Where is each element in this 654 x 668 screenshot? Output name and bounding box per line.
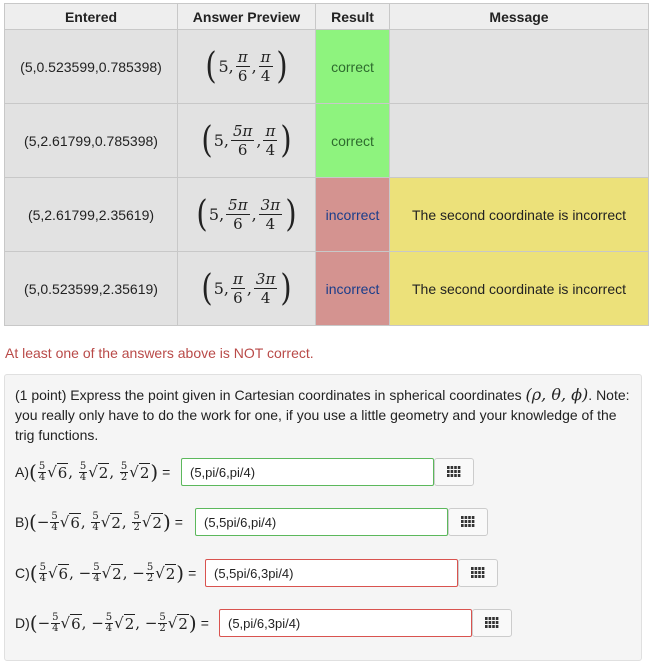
answer-part-a (15, 458, 474, 486)
equals-sign: = (162, 464, 171, 480)
header-answer-preview: Answer Preview (178, 4, 316, 30)
answer-input[interactable] (181, 458, 434, 486)
answer-preview-cell (178, 104, 316, 178)
answer-input[interactable] (205, 559, 458, 587)
answer-preview-math: ( 5, $\frac{\pi}{6}$ , $\frac{\pi}{4}$ ) (205, 45, 288, 87)
answer-preview-cell (178, 178, 316, 252)
header-entered: Entered (5, 4, 178, 30)
frac-numerator: 3π (260, 196, 281, 214)
equals-sign: = (188, 565, 197, 581)
header-message: Message (390, 4, 649, 30)
part-label: A) (15, 464, 29, 480)
frac-numerator: π (260, 48, 271, 66)
sign: − (132, 564, 145, 582)
part-label: C) (15, 565, 30, 581)
message-cell (390, 104, 649, 178)
small-fraction: $\frac{5}{2}$ (133, 510, 140, 533)
answer-preview-math: ( 5, $\frac{\pi}{6}$ , $\frac{3\pi}{4}$ ) (201, 267, 292, 309)
sign: − (78, 564, 92, 582)
frac-numerator: 3π (255, 270, 276, 288)
frac-denominator: 6 (233, 289, 243, 307)
frac-numerator: π (265, 122, 276, 140)
table-row (5, 252, 649, 326)
frac-numerator: 5π (232, 122, 253, 140)
small-fraction: $\frac{5}{2}$ (146, 561, 154, 584)
problem-text-after: . Note: you really only have to do the work for one, if you use a little geometry and your knowledge of the trig functions. (15, 387, 630, 443)
sign: − (36, 513, 50, 531)
keyboard-grid-icon (461, 516, 475, 528)
frac-denominator: 6 (237, 141, 248, 159)
results-header-row (5, 4, 649, 30)
math-keyboard-button[interactable] (458, 559, 498, 587)
answer-input[interactable] (219, 609, 472, 637)
entered-cell: (5,2.61799,2.35619) (5, 178, 178, 252)
answer-preview-math: ( 5, $\frac{5\pi}{6}$ , $\frac{\pi}{4}$ ) (201, 119, 292, 161)
math-keyboard-button[interactable] (434, 458, 474, 486)
small-fraction: $\frac{5}{4}$ (38, 460, 46, 483)
frac-numerator: π (237, 48, 248, 66)
entered-cell: (5,0.523599,0.785398) (5, 30, 178, 104)
cartesian-point-math: ( $\frac{5}{4}$ √ 6 , − $\frac{5}{4}$ √ 2 , − $\frac{5}{2}$ √ 2 ) (29, 561, 185, 585)
small-fraction: $\frac{5}{4}$ (52, 611, 59, 634)
small-fraction: $\frac{5}{4}$ (51, 510, 58, 533)
cartesian-point-math: ( − $\frac{5}{4}$ √ 6 , $\frac{5}{4}$ √ 2 , $\frac{5}{2}$ √ 2 ) (29, 510, 171, 534)
table-row (5, 30, 649, 104)
keyboard-grid-icon (485, 617, 499, 629)
answer-preview-cell (178, 30, 316, 104)
equals-sign: = (200, 615, 209, 631)
small-fraction: $\frac{5}{4}$ (79, 460, 87, 483)
equals-sign: = (174, 514, 183, 530)
cartesian-point-math: ( − $\frac{5}{4}$ √ 6 , − $\frac{5}{4}$ √ 2 , − $\frac{5}{2}$ √ 2 ) (29, 611, 197, 635)
frac-denominator: 6 (233, 215, 243, 233)
result-cell: incorrect (316, 252, 390, 326)
math-keyboard-button[interactable] (448, 508, 488, 536)
small-fraction: $\frac{5}{2}$ (120, 460, 128, 483)
small-fraction: $\frac{5}{4}$ (39, 561, 46, 584)
coords-math: (ρ, θ, ϕ) (525, 385, 589, 404)
result-cell: incorrect (316, 178, 390, 252)
math-keyboard-button[interactable] (472, 609, 512, 637)
problem-statement (15, 385, 630, 445)
entered-cell: (5,0.523599,2.35619) (5, 252, 178, 326)
small-fraction: $\frac{5}{4}$ (92, 510, 99, 533)
answer-preview-math: ( 5, $\frac{5\pi}{6}$ , $\frac{3\pi}{4}$ ) (196, 193, 297, 235)
message-cell: The second coordinate is incorrect (390, 178, 649, 252)
frac-numerator: 5π (228, 196, 248, 214)
message-cell: The second coordinate is incorrect (390, 252, 649, 326)
part-label: B) (15, 514, 29, 530)
small-fraction: $\frac{5}{2}$ (159, 611, 166, 634)
small-fraction: $\frac{5}{4}$ (105, 611, 113, 634)
answer-part-d (15, 609, 512, 637)
problem-text-before: (1 point) Express the point given in Cartesian coordinates in spherical coordinates (15, 387, 526, 403)
sign: − (37, 614, 51, 632)
result-cell: correct (316, 104, 390, 178)
small-fraction: $\frac{5}{4}$ (93, 561, 100, 584)
sign: − (144, 614, 158, 632)
entered-cell: (5,2.61799,0.785398) (5, 104, 178, 178)
warning-message: At least one of the answers above is NOT correct. (5, 345, 314, 361)
table-row (5, 178, 649, 252)
frac-denominator: 4 (260, 67, 271, 85)
answer-preview-cell (178, 252, 316, 326)
result-cell: correct (316, 30, 390, 104)
sign: − (91, 614, 104, 632)
results-table (4, 3, 649, 326)
answer-part-c (15, 559, 498, 587)
header-result: Result (316, 4, 390, 30)
part-label: D) (15, 615, 30, 631)
problem-box (4, 374, 642, 661)
cartesian-point-math: ( $\frac{5}{4}$ √ 6 , $\frac{5}{4}$ √ 2 , $\frac{5}{2}$ √ 2 ) (29, 460, 159, 484)
keyboard-grid-icon (471, 567, 485, 579)
keyboard-grid-icon (447, 466, 461, 478)
table-row (5, 104, 649, 178)
frac-denominator: 4 (265, 141, 276, 159)
answer-input[interactable] (195, 508, 448, 536)
frac-numerator: π (232, 270, 243, 288)
message-cell (390, 30, 649, 104)
answer-part-b (15, 508, 488, 536)
frac-denominator: 4 (265, 215, 276, 233)
frac-denominator: 4 (260, 289, 271, 307)
frac-denominator: 6 (237, 67, 248, 85)
